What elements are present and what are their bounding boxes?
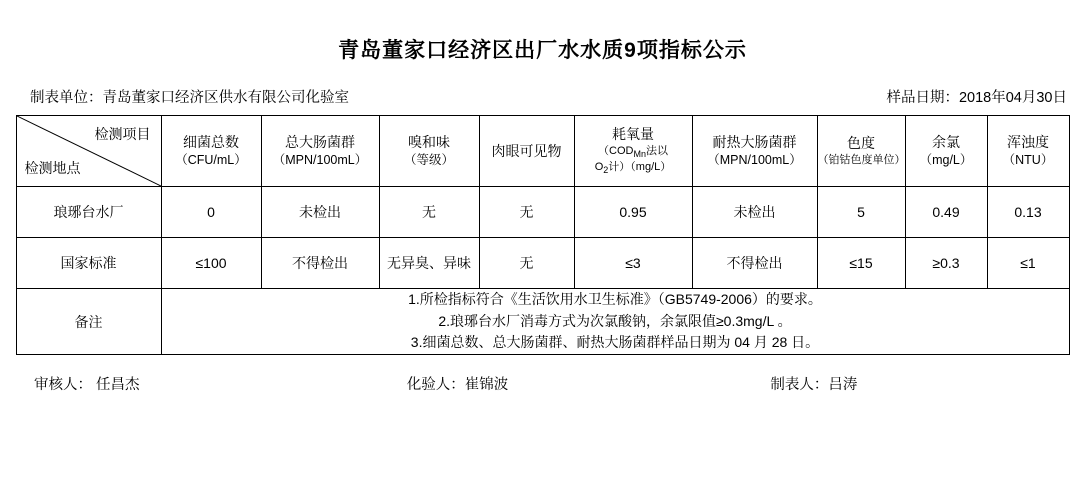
column-header-unit-d: 计）（mg/L） [608, 161, 672, 174]
cell-value: ≤100 [161, 238, 261, 289]
column-header-unit: （铂钴色度单位） [817, 154, 906, 167]
water-quality-table [16, 115, 1070, 355]
cell-value: 无 [479, 187, 574, 238]
column-header-residual-chlorine [905, 116, 987, 187]
footer-analyst: 化验人：崔锦波 [406, 377, 509, 394]
notes-cell [161, 289, 1069, 355]
row-location: 国家标准 [16, 238, 161, 289]
cell-value: 不得检出 [692, 238, 817, 289]
corner-header-cell [16, 116, 161, 187]
column-header-cod [574, 116, 692, 187]
column-header-unit: （等级） [403, 153, 454, 167]
column-header-visible-matter [479, 116, 574, 187]
column-header-unit: （mg/L） [919, 153, 973, 167]
column-header-name: 色度 [847, 135, 875, 152]
note-line-1: 1.所检指标符合《生活饮用水卫生标准》（GB5749-2006）的要求。 [408, 291, 822, 307]
column-header-name: 浑浊度 [1007, 134, 1049, 151]
column-header-name: 耗氧量 [612, 126, 654, 143]
table-row [16, 187, 1069, 238]
document-page [0, 34, 1085, 491]
cell-value: 0.13 [987, 187, 1069, 238]
column-header-unit-c: O [594, 161, 604, 174]
column-header-unit-line1 [575, 144, 692, 160]
column-header-thermotolerant-coliform [692, 116, 817, 187]
note-line-3: 3.细菌总数、总大肠菌群、耐热大肠菌群样品日期为 04 月 28 日。 [410, 334, 820, 351]
row-location: 琅琊台水厂 [16, 187, 161, 238]
column-header-unit-b: 法以 [645, 145, 668, 158]
column-header-name: 细菌总数 [183, 134, 239, 151]
footer-row [34, 373, 1045, 394]
column-header-unit: （NTU） [1002, 153, 1054, 167]
corner-label-item: 检测项目 [94, 126, 151, 142]
table-row [16, 238, 1069, 289]
column-header-name: 余氯 [932, 134, 960, 151]
column-header-name: 肉眼可见物 [491, 142, 562, 159]
column-header-unit: （MPN/100mL） [707, 153, 802, 167]
sample-date-label: 样品日期：2018年04月30日 [886, 90, 1067, 106]
column-header-name: 耐热大肠菌群 [712, 134, 797, 151]
column-header-name: 总大肠菌群 [285, 134, 355, 151]
note-line-2: 2.琅琊台水厂消毒方式为次氯酸钠，余氯限值≥0.3mg/L 。 [438, 312, 792, 329]
cell-value: ≤3 [574, 238, 692, 289]
cell-value: 未检出 [261, 187, 379, 238]
column-header-turbidity [987, 116, 1069, 187]
column-header-unit: （MPN/100mL） [272, 153, 368, 167]
column-header-name: 嗅和味 [408, 134, 450, 151]
column-header-unit-line2 [575, 160, 692, 176]
column-header-unit-sub-mn: Mn [633, 149, 646, 160]
cell-value: 5 [817, 187, 905, 238]
column-header-unit: （CFU/mL） [175, 153, 247, 167]
cell-value: 0 [161, 187, 261, 238]
maker-unit-label: 制表单位：青岛董家口经济区供水有限公司化验室 [30, 90, 349, 106]
cell-value: 未检出 [692, 187, 817, 238]
cell-value: ≥0.3 [905, 238, 987, 289]
cell-value: ≤15 [817, 238, 905, 289]
cell-value: 无异臭、异味 [379, 238, 479, 289]
column-header-unit-sub-2: 2 [603, 165, 609, 176]
column-header-odor-taste [379, 116, 479, 187]
cell-value: 不得检出 [261, 238, 379, 289]
cell-value: 0.49 [905, 187, 987, 238]
column-header-bacteria [161, 116, 261, 187]
footer-reviewer: 审核人： 任昌杰 [34, 377, 140, 394]
column-header-chroma [817, 116, 905, 187]
page-title: 青岛董家口经济区出厂水水质9项指标公示 [338, 39, 747, 62]
cell-value: 0.95 [574, 187, 692, 238]
notes-label: 备注 [16, 289, 161, 355]
column-header-unit-a: （COD [598, 145, 634, 158]
column-header-total-coliform [261, 116, 379, 187]
table-header-row [16, 116, 1069, 187]
meta-row [30, 86, 1067, 107]
notes-row [16, 289, 1069, 355]
cell-value: ≤1 [987, 238, 1069, 289]
footer-preparer: 制表人：吕涛 [770, 377, 858, 394]
cell-value: 无 [479, 238, 574, 289]
corner-label-location: 检测地点 [24, 160, 81, 176]
cell-value: 无 [379, 187, 479, 238]
